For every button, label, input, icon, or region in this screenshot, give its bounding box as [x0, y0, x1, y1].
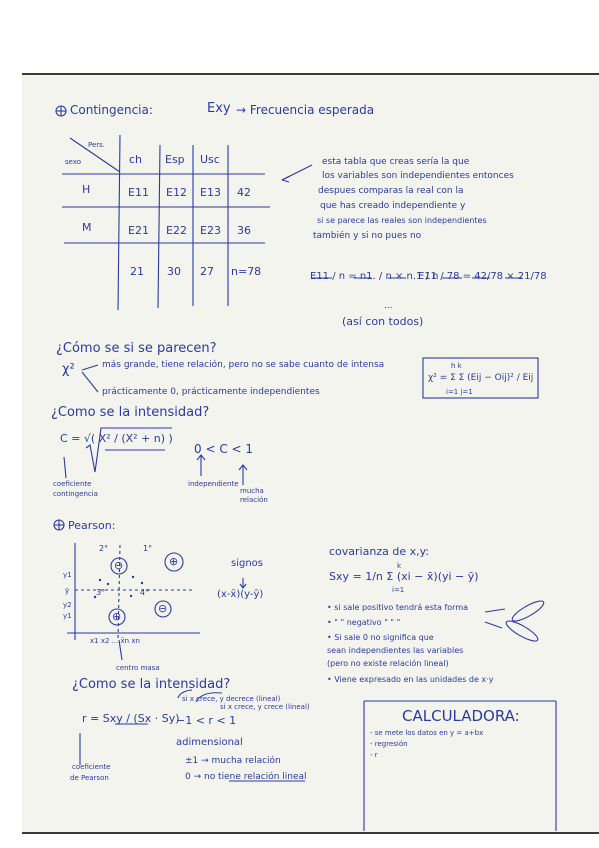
centro-label: centro masa [116, 664, 160, 672]
corner-top: Pers. [88, 141, 106, 149]
intensity-question-2: ¿Como se la intensidad? [72, 677, 231, 692]
exy-label: Exy [207, 101, 231, 116]
axis-x-label: x1 x2 ... x̄n xn [90, 637, 140, 645]
c-label: contingencia [53, 490, 98, 498]
note-line: si se parece las reales son independientes [317, 216, 487, 225]
chi-box-formula: χ² = Σ Σ (Eij − Oij)² / Eij [428, 373, 534, 383]
table-cell: 36 [237, 224, 251, 237]
table-cell: n=78 [231, 265, 262, 278]
corner-bottom: sexo [65, 158, 82, 166]
equation-note: (así con todos) [342, 315, 424, 328]
cov-top: k [397, 562, 402, 570]
r-crece: si x crece, y crece (lineal) [220, 703, 310, 711]
calculadora-item: - se mete los datos en y = a+bx [370, 729, 484, 737]
note-line: despues comparas la real con la [318, 186, 464, 196]
calculadora-item: - r [370, 751, 378, 759]
cov-bullet: sean independientes las variables [327, 646, 464, 655]
c-range: 0 < C < 1 [194, 442, 254, 456]
note-line: también y si no pues no [313, 231, 422, 241]
header-cell: Esp [165, 153, 185, 166]
r-range: −1 < r < 1 [176, 714, 237, 727]
cov-formula: Sxy = 1/n Σ (xi − x̄)(yi − ȳ) [329, 570, 479, 583]
chi-box-sum: h k [451, 362, 462, 370]
signos-expr: (x-x̄)(y-ȳ) [217, 589, 264, 600]
signos-label: signos [231, 558, 264, 569]
calculadora-item: - regresión [370, 740, 408, 748]
axis-y-label: y1 [63, 612, 72, 620]
r-zero: 0 → no tiene relación lineal [185, 772, 307, 782]
exy-desc: → Frecuencia esperada [236, 103, 375, 117]
sign-plus: ⊕ [112, 610, 122, 623]
table-cell: 30 [167, 265, 181, 278]
r-pm1: ±1 → mucha relación [185, 756, 281, 766]
table-cell: E23 [200, 224, 221, 237]
quadrant-label: 3° [96, 588, 106, 597]
intensity-question: ¿Como se la intensidad? [51, 405, 210, 420]
sign-minus: ⊖ [114, 559, 124, 572]
chi-line2: prácticamente 0, prácticamente independientes [102, 387, 320, 397]
header-cell: Usc [200, 153, 220, 166]
r-coef: coeficiente [72, 763, 111, 771]
calculadora-title: CALCULADORA: [402, 707, 520, 725]
chi-box-idx: i=1 j=1 [446, 388, 473, 396]
equation-dots: ... [384, 301, 393, 311]
cov-bullet: • " " negativo " " " [327, 618, 401, 627]
cov-title: covarianza de x,y: [329, 545, 429, 558]
table-cell: 42 [237, 186, 251, 199]
c-label: coeficiente [53, 480, 92, 488]
axis-y-label: ȳ [65, 587, 70, 595]
contingencia-title: Contingencia: [70, 103, 153, 117]
r-decrece: si x crece, y decrece (lineal) [182, 695, 281, 703]
table-cell: 21 [130, 265, 144, 278]
equation-left: E11 / n = n1. / n × n.1 / n [310, 271, 439, 282]
r-adim: adimensional [176, 737, 243, 748]
pearson-title: Pearson: [68, 519, 116, 532]
note-line: que has creado independiente y [320, 201, 466, 211]
quadrant-label: 4° [140, 588, 150, 597]
quadrant-label: 1° [143, 544, 153, 553]
note-line: esta tabla que creas sería la que [322, 157, 470, 167]
r-formula: r = Sxy / (Sx · Sy) [82, 712, 180, 725]
axis-y-label: y1 [63, 571, 72, 579]
note-line: los variables son independientes entonces [322, 171, 514, 181]
mucha-label: relación [240, 496, 268, 504]
quadrant-label: 2° [99, 544, 109, 553]
cov-bullet: • si sale positivo tendrá esta forma [327, 603, 469, 612]
sign-plus: ⊕ [169, 555, 179, 568]
cov-bullet: (pero no existe relación lineal) [327, 659, 449, 668]
table-cell: E22 [166, 224, 187, 237]
mucha-label: mucha [240, 487, 264, 495]
table-cell: E21 [128, 224, 149, 237]
c-formula: C = √( X² / (X² + n) ) [60, 432, 173, 445]
table-cell: E12 [166, 186, 187, 199]
r-coef: de Pearson [70, 774, 109, 782]
axis-y-label: y2 [63, 601, 72, 609]
sign-minus: ⊖ [158, 602, 168, 615]
row-label: H [82, 183, 91, 196]
cov-bullet: • Si sale 0 no significa que [327, 633, 434, 642]
equation-right: E11 / 78 = 42/78 × 21/78 [418, 271, 547, 282]
indep-label: independiente [188, 480, 239, 488]
header-cell: ch [129, 153, 143, 166]
cov-bullet: • Viene expresado en las unidades de x·y [327, 675, 494, 684]
chi-line1: más grande, tiene relación, pero no se sabe cuanto de intensa [102, 360, 385, 370]
cov-idx: i=1 [392, 586, 405, 594]
table-cell: E13 [200, 186, 221, 199]
row-label: M [82, 221, 92, 234]
table-cell: E11 [128, 186, 149, 199]
chi-question: ¿Cómo se si se parecen? [56, 341, 217, 356]
table-cell: 27 [200, 265, 214, 278]
chi-symbol: χ² [62, 362, 75, 377]
